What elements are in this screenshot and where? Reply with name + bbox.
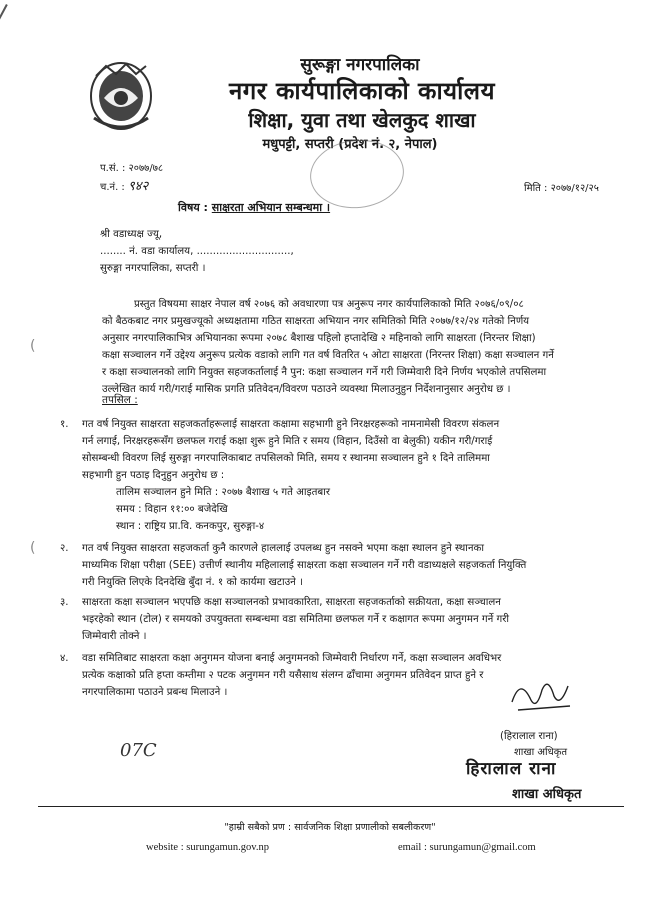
dispatch-number: [100, 176, 148, 194]
body-line: अनुसार नगरपालिकाभित्र अभियानका रूपमा २०७८ बैशाख पहिलो हप्तादेखि २ महिनाको लागि साक्षरता (निरन्तर शिक्षा): [102, 333, 536, 344]
item-line: सोसम्बन्धी विवरण लिई सुरुङ्गा नगरपालिकाबाट तपसिलको मिति, समय र स्थानमा सञ्चालन हुने १ दिने तालिममा: [82, 453, 490, 464]
body-line: कक्षा सञ्चालन गर्ने उद्देश्य अनुरूप प्रत्येक वडाको लागि गत वर्ष वितरित ५ ओटा साक्षरता (निरन्तर शिक्षा) कक्षा सञ्चालन गर्ने: [102, 350, 554, 361]
section-name: शिक्षा, युवा तथा खेलकुद शाखा: [248, 108, 476, 132]
item-line: गरी नियुक्ति लिएके दिनदेखि बुँदा नं. १ को कार्यमा खटाउने ।: [82, 577, 303, 588]
body-line: उल्लेखित कार्य गरी/गराई मासिक प्रगति प्रतिवेदन/विवरण पठाउने व्यवस्था मिलाउनुहुन निर्देशनानुसार अनुरोध छ ।: [102, 384, 511, 395]
item-line: गर्न लगाई, निरक्षरहरूसँग छलफल गराई कक्षा शुरू हुने मिति र समय (विहान, दिउँसो वा बेलुकी) यकीन गरी/गराई: [82, 436, 493, 447]
dispatch-label: च.नं. :: [100, 182, 125, 193]
ref-number: [100, 160, 163, 174]
ref-value: २०७७/७८: [128, 163, 164, 174]
training-place: स्थान : राष्ट्रिय प्रा.वि. कनकपुर, सुरुङ्गा-४: [116, 521, 265, 532]
item-line: जिम्मेवारी तोक्ने ।: [82, 631, 147, 642]
training-date: तालिम सञ्चालन हुने मिति : २०७७ बैशाख ५ गते आइतबार: [116, 487, 331, 498]
recipient-line-3: सुरुङ्गा नगरपालिका, सप्तरी ।: [100, 263, 206, 274]
item-line: गत वर्ष नियुक्त साक्षरता सहजकर्ता कुनै कारणले हाललाई उपलब्ध हुन नसक्ने भएमा कक्षा स्थालन हुने स्थानका: [82, 543, 485, 554]
recipient-line-1: श्री वडाध्यक्ष ज्यू,: [100, 229, 163, 240]
footer-divider: [38, 806, 624, 807]
footer-website[interactable]: website : surungamun.gov.np: [146, 842, 269, 853]
item-number: २.: [60, 543, 69, 554]
item-line: नगरपालिकामा पठाउने प्रबन्ध मिलाउने ।: [82, 687, 228, 698]
item-line: गत वर्ष नियुक्त साक्षरता सहजकर्ताहरूलाई साक्षरता कक्षामा सहभागी हुने निरक्षरहरूको नामनामेसी विवरण संकलन: [82, 419, 500, 430]
item-line: माध्यमिक शिक्षा परीक्षा (SEE) उत्तीर्ण स्थानीय महिलालाई साक्षरता कक्षा सञ्चालन गर्ने गरी वडाध्यक्षले सहजकर्ता नियुक्ति: [82, 560, 527, 571]
office-address: मधुपट्टी, सप्तरी (प्रदेश नं. २, नेपाल): [262, 137, 438, 152]
margin-bracket: (: [30, 338, 36, 354]
list-item: [60, 594, 588, 645]
corner-pen-mark: [0, 4, 8, 35]
item-number: ४.: [60, 653, 69, 664]
item-number: ३.: [60, 597, 69, 608]
signatory-post: शाखा अधिकृत: [514, 747, 568, 758]
letter-date: मिति : २०७७/१२/२५: [524, 183, 599, 194]
footer-email[interactable]: email : surungamun@gmail.com: [398, 842, 536, 853]
margin-bracket: (: [30, 540, 36, 556]
signatory-name: (हिरालाल राना): [500, 731, 558, 742]
item-line: प्रत्येक कक्षाको प्रति हप्ता कम्तीमा २ पटक अनुगमन गरी यसैसाथ संलग्न ढाँचामा अनुगमन प्रतिवेदन प्राप्त हुने र: [82, 670, 484, 681]
body-line: प्रस्तुत विषयमा साक्षर नेपाल वर्ष २०७६ को अवधारणा पत्र अनुरूप नगर कार्यपालिकाको मिति २०७६/०९/०८: [134, 299, 524, 310]
handwritten-note: 07C: [120, 740, 157, 761]
office-name: नगर कार्यपालिकाको कार्यालय: [228, 77, 496, 105]
municipality-name: सुरूङ्गा नगरपालिका: [300, 55, 420, 75]
footer-slogan: "हाम्री सबैको प्रण : सार्वजनिक शिक्षा प्रणालीको सबलीकरण": [224, 822, 436, 833]
post-stamp: शाखा अधिकृत: [512, 787, 582, 802]
signature-scribble: [508, 672, 578, 718]
subject-label: विषय :: [178, 201, 208, 214]
item-line: वडा समितिबाट साक्षरता कक्षा अनुगमन योजना बनाई अनुगमनको जिम्मेवारी निर्धारण गर्ने, कक्षा सञ्चालन अवधिभर: [82, 653, 502, 664]
body-line: र कक्षा सञ्चालनको लागि नियुक्त सहजकर्तालाई नै पुन: कक्षा सञ्चालन गर्ने गरी जिम्मेवारी दिने निर्णय भएकोले तपसिलमा: [102, 367, 547, 378]
training-time: समय : विहान ११:०० बजेदेखि: [116, 504, 228, 515]
ref-label: प.सं. :: [100, 163, 126, 174]
subject-line: [178, 200, 498, 215]
tapsil-label: तपसिल :: [102, 394, 138, 406]
item-line: भइरहेको स्थान (टोल) र समयको उपयुक्तता सम्बन्धमा वडा समितिमा छलफल गर्ने र कक्षागत रूपमा अनुगमन गर्ने गरी: [82, 614, 510, 625]
recipient-line-2: ........ नं. वडा कार्यालय, .............................,: [100, 246, 294, 257]
body-line: को बैठकबाट नगर प्रमुखज्यूको अध्यक्षतामा गठित साक्षरता अभियान नगर समितिको मिति २०७७/१२/२४ गतेको निर्णय: [102, 316, 530, 327]
name-stamp: हिरालाल राना: [466, 759, 557, 779]
item-line: साक्षरता कक्षा सञ्चालन भएपछि कक्षा सञ्चालनको प्रभावकारिता, साक्षरता सहजकर्ताको सक्रीयता, कक्षा सञ्चालन: [82, 597, 501, 608]
nepal-emblem-icon: [86, 58, 156, 132]
list-item: [60, 416, 588, 484]
item-line: सहभागी हुन पठाइ दिनुहुन अनुरोध छ :: [82, 470, 225, 481]
subject-text: साक्षरता अभियान सम्बन्धमा ।: [211, 201, 331, 214]
list-item: [60, 540, 588, 591]
dispatch-value: ९४२: [128, 179, 149, 194]
item-number: १.: [60, 419, 69, 430]
